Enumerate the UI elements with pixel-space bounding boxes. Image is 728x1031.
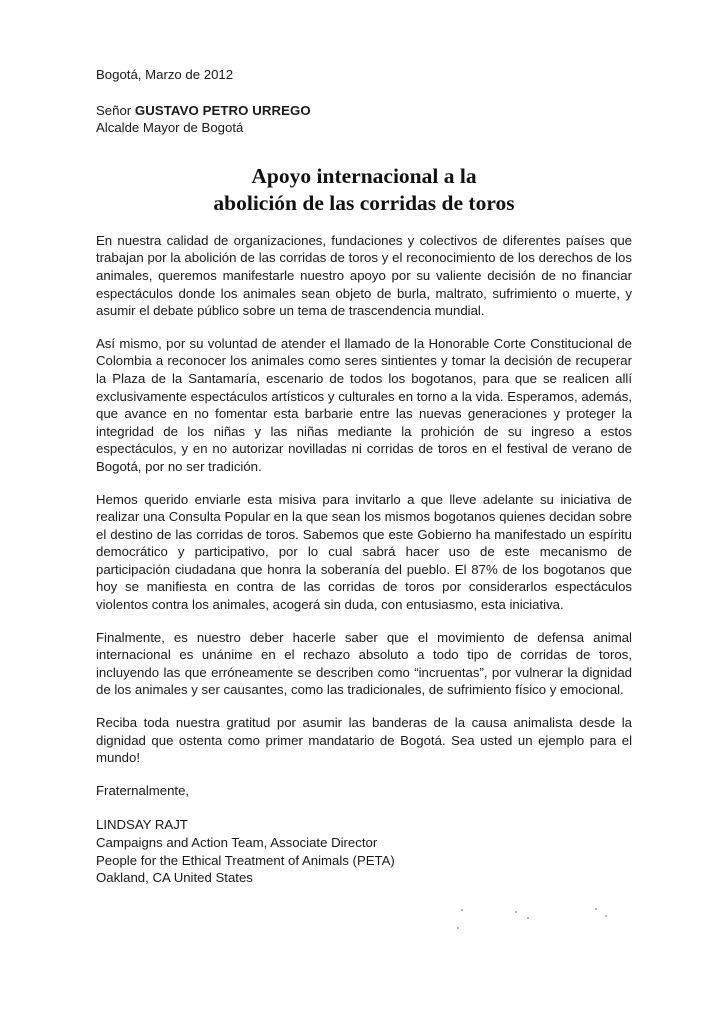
letter-title (96, 163, 632, 217)
recipient-block (96, 102, 632, 137)
body-paragraph-4: Finalmente, es nuestro deber hacerle saber que el movimiento de defensa animal internacional es unánime en el rechazo absoluto a todo tipo de corridas de toros, incluyendo las que erróneamente se describen como “incruentas”, por vulnerar la dignidad de los animales y ser causantes, como las tradicionales, de sufrimiento físico y emocional. (96, 629, 632, 698)
scan-speck (527, 917, 529, 919)
scan-speck (595, 908, 597, 910)
body-paragraph-5: Reciba toda nuestra gratitud por asumir las banderas de la causa animalista desde la dignidad que ostenta como primer mandatario de Bogotá. Sea usted un ejemplo para el mundo! (96, 715, 632, 766)
letter-page (96, 66, 632, 887)
signature-block (96, 816, 632, 886)
body-paragraph-2: Así mismo, por su voluntad de atender el llamado de la Honorable Corte Constitucional de Colombia a reconocer los animales como seres sintientes y tomar la decisión de recuperar la Plaza de la Santamaría, escenario de todos los bogotanos, para que se realicen allí exclusivamente espectáculos artísticos y culturales en torno a la vida. Esperamos, además, que avance en no fomentar esta barbarie entre las nuevas generaciones y proteger la integridad de los niñas y las niñas mediante la prohición de su ingreso a estos espectáculos, y en no autorizar novilladas ni corridas de toros en el festival de verano de Bogotá, por no ser tradición. (96, 335, 632, 474)
letter-title-line-2: abolición de las corridas de toros (213, 190, 515, 215)
scan-speck (461, 909, 463, 911)
signature-position: Campaigns and Action Team, Associate Director (96, 835, 378, 850)
letter-date: Bogotá, Marzo de 2012 (96, 67, 234, 82)
recipient-name: GUSTAVO PETRO URREGO (134, 102, 311, 118)
body-paragraph-3: Hemos querido enviarle esta misiva para invitarlo a que lleve adelante su iniciativa de realizar una Consulta Popular en la que sean los mismos bogotanos quienes decidan sobre el destino de las corridas de toros. Sabemos que este Gobierno ha manifestado un espíritu democrático y participativo, por lo cual sabrá hacer uso de este mecanismo de participación ciudadana que honra la soberanía del pueblo. El 87% de los bogotanos que hoy se manifiesta en contra de las corridas de toros por considerarlos espectáculos violentos contra los animales, acogerá sin duda, con entusiasmo, esta iniciativa. (96, 491, 632, 613)
body-paragraph-1: En nuestra calidad de organizaciones, fundaciones y colectivos de diferentes países que trabajan por la abolición de las corridas de toros y el reconocimiento de los derechos de los animales, queremos manifestarle nuestro apoyo por su valiente decisión de no financiar espectáculos donde los animales sean objeto de burla, maltrato, sufrimiento o muerte, y asumir el debate público sobre un tema de trascendencia mundial. (96, 232, 632, 319)
scan-specks (455, 905, 615, 935)
recipient-salutation: Señor (96, 102, 132, 118)
scan-speck (515, 911, 517, 913)
scan-speck (457, 927, 459, 929)
recipient-role: Alcalde Mayor de Bogotá (96, 120, 244, 136)
signature-name: LINDSAY RAJT (96, 817, 188, 833)
signature-organization: People for the Ethical Treatment of Animals (PETA) (96, 852, 395, 868)
letter-title-line-1: Apoyo internacional a la (251, 163, 477, 188)
scan-speck (605, 915, 607, 917)
letter-closing: Fraternalmente, (96, 782, 190, 798)
signature-location: Oakland, CA United States (96, 870, 253, 886)
recipient-name-line (96, 102, 632, 120)
